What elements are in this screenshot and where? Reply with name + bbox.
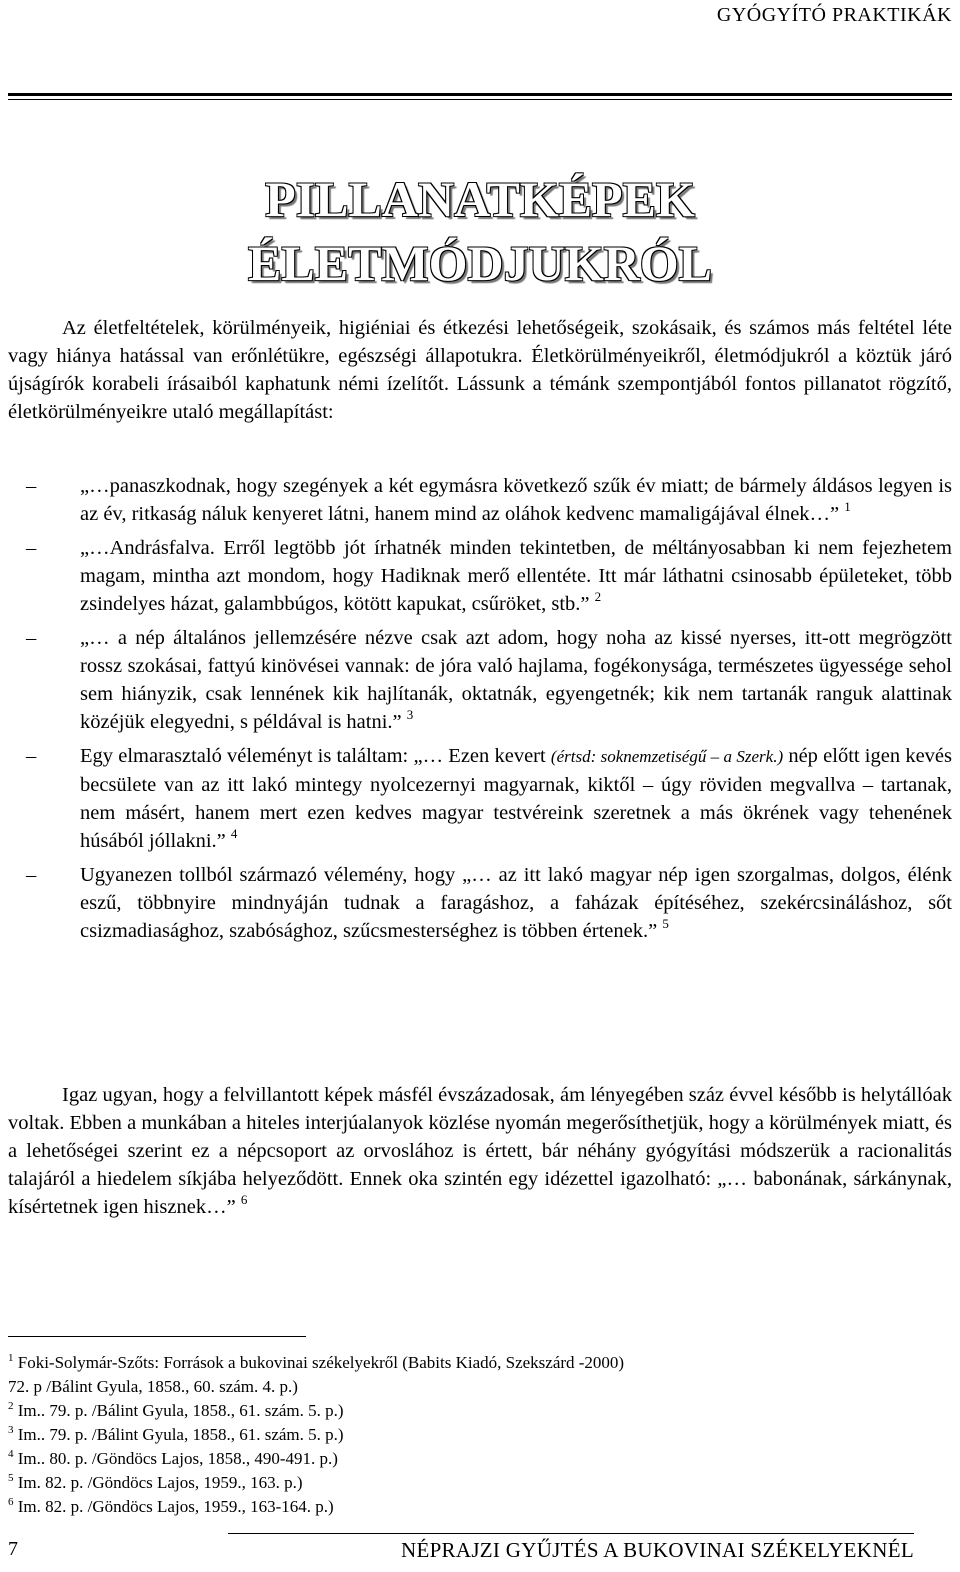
quote-text: „… a nép általános jellemzésére nézve csak azt adom, hogy noha az kissé nyerses, itt-ott megrögzött rossz szokásai, fattyú kinövései vannak: de jóra való hajlama, fogékonysága, természetes ügyessége sehol sem hiányzik, csak lennének kik hajlítanák, oktatnák, egyengetnék; kik nem tartanák ranguk alattinak közéjük elegyedni, s példával is hatni.”	[80, 627, 952, 733]
footnote	[8, 1423, 952, 1447]
page-title	[0, 168, 960, 296]
footnote-continuation	[8, 1375, 952, 1399]
running-header: GYÓGYÍTÓ PRAKTIKÁK	[716, 4, 952, 26]
footnote-number: 4	[8, 1448, 14, 1460]
title-line-1: PILLANATKÉPEK	[265, 171, 695, 227]
footnote-ref: 2	[594, 589, 602, 604]
page-number: 7	[8, 1538, 18, 1560]
quote-text: „…panaszkodnak, hogy szegények a két egymásra következő szűk év miatt; de bármely áldásos legyen is az év, ritkaság náluk kenyeret látni, hanem mind az oláhok kedvenc mamaligájával élnek…”	[80, 475, 952, 525]
list-dash: –	[26, 475, 37, 497]
quote-item	[8, 742, 952, 855]
closing-text: Igaz ugyan, hogy a felvillantott képek másfél évszázadosak, ám lényegében száz évvel később is helytállóak voltak. Ebben a munkában a hiteles interjúalanyok közlése nyomán megerősíthetjük, hogy a körülmények miatt, és a lehetőségei szerint ez a népcsoport az orvoslához is értett, bár néhány gyógyítási módszerük a racionalitás talajáról a hiedelem síkjába helyeződött. Ennek oka szintén egy idézettel igazolható: „… babonának, sárkánynak, kísértetnek igen hisznek…”	[8, 1084, 952, 1218]
footnote	[8, 1399, 952, 1423]
list-dash: –	[26, 864, 37, 886]
header-rule-thick	[8, 93, 952, 96]
editor-note: (értsd: soknemzetiségű – a Szerk.)	[550, 747, 784, 766]
footnote-number: 6	[8, 1496, 14, 1508]
footnote-ref: 5	[662, 916, 669, 931]
quote-item	[8, 472, 952, 528]
footnotes	[8, 1351, 952, 1519]
footnote-ref: 4	[230, 826, 238, 841]
quote-text: „…Andrásfalva. Erről legtöbb jót írhatnék minden tekintetben, de méltányosabban ki nem fejezhetem magam, mintha azt mondom, hogy Hadiknak merő ellentéte. Itt már láthatni csinosabb épületeket, több zsindelyes házat, galambbúgos, kötött kapukat, csűröket, stb.”	[80, 537, 952, 615]
intro-paragraph: Az életfeltételek, körülményeik, higiéniai és étkezési lehetőségeik, szokásaik, és számos más feltétel léte vagy hiánya hatással van erőnlétükre, egészségi állapotukra. Életkörülményeikről, életmódjukról a köztük járó újságírók korabeli írásaiból kaphatunk némi ízelítőt. Lássunk a témánk szempontjából fontos pillanatot rögzítő, életkörülményeikre utaló megállapítást:	[8, 317, 952, 423]
footnote-ref: 6	[240, 1192, 248, 1207]
footnote-text: Im.. 80. p. /Göndöcs Lajos, 1858., 490-491. p.)	[13, 1449, 338, 1468]
footnote-text: Im. 82. p. /Göndöcs Lajos, 1959., 163-164. p.)	[13, 1497, 334, 1516]
quote-item	[8, 534, 952, 618]
footnote-text: Im.. 79. p. /Bálint Gyula, 1858., 61. szám. 5. p.)	[13, 1401, 344, 1420]
list-dash: –	[26, 537, 37, 559]
footnote	[8, 1447, 952, 1471]
footnote-text: 72. p /Bálint Gyula, 1858., 60. szám. 4. p.)	[8, 1377, 298, 1396]
closing-paragraph-block	[8, 1081, 952, 1221]
intro-paragraph-block	[8, 314, 952, 426]
quote-text: nép előtt igen kevés becsülete van az itt lakó mintegy nyolcezernyi magyarnak, kiktől – úgy röviden megvallva – tartanak, nem másért, hanem mert ezen kedves magyar testvéreink szeretnek a más ökrének vagy tehenének húsából jóllakni.”	[80, 745, 952, 852]
title-line-2: ÉLETMÓDJUKRÓL	[248, 235, 712, 291]
footnote-number: 5	[8, 1472, 14, 1484]
footer-rule	[228, 1533, 914, 1534]
footnote-number: 3	[8, 1424, 14, 1436]
footnote-ref: 1	[844, 499, 851, 514]
footnote-number: 2	[8, 1400, 14, 1412]
quote-item	[8, 624, 952, 736]
quote-item	[8, 861, 952, 945]
footnote-ref: 3	[406, 707, 414, 722]
footnote-text: Foki-Solymár-Szőts: Források a bukovinai székelyekről (Babits Kiadó, Szekszárd -2000)	[13, 1353, 625, 1372]
quote-list	[8, 472, 952, 951]
footnote	[8, 1471, 952, 1495]
quote-text: Ugyanezen tollból származó vélemény, hogy „… az itt lakó magyar nép igen szorgalmas, dolgos, élénk eszű, többnyire mindnyáján tudnak a faragáshoz, a faházak építéséhez, szekércsináláshoz, sőt csizmadiasághoz, szabósághoz, szűcsmesterséghez is többen értenek.”	[80, 864, 952, 942]
header-rule-thin	[8, 99, 952, 100]
list-dash: –	[26, 745, 37, 767]
closing-paragraph	[8, 1081, 952, 1221]
quote-text-lead: Egy elmarasztaló véleményt is találtam: „… Ezen kevert	[80, 745, 551, 767]
footnote	[8, 1495, 952, 1519]
footnote-number: 1	[8, 1352, 14, 1364]
footnote-separator	[8, 1336, 306, 1337]
running-footer: NÉPRAJZI GYŰJTÉS A BUKOVINAI SZÉKELYEKNÉL	[400, 1538, 914, 1562]
footnote-text: Im. 82. p. /Göndöcs Lajos, 1959., 163. p.)	[13, 1473, 303, 1492]
footnote-text: Im.. 79. p. /Bálint Gyula, 1858., 61. szám. 5. p.)	[13, 1425, 344, 1444]
list-dash: –	[26, 627, 37, 649]
footnote	[8, 1351, 952, 1375]
